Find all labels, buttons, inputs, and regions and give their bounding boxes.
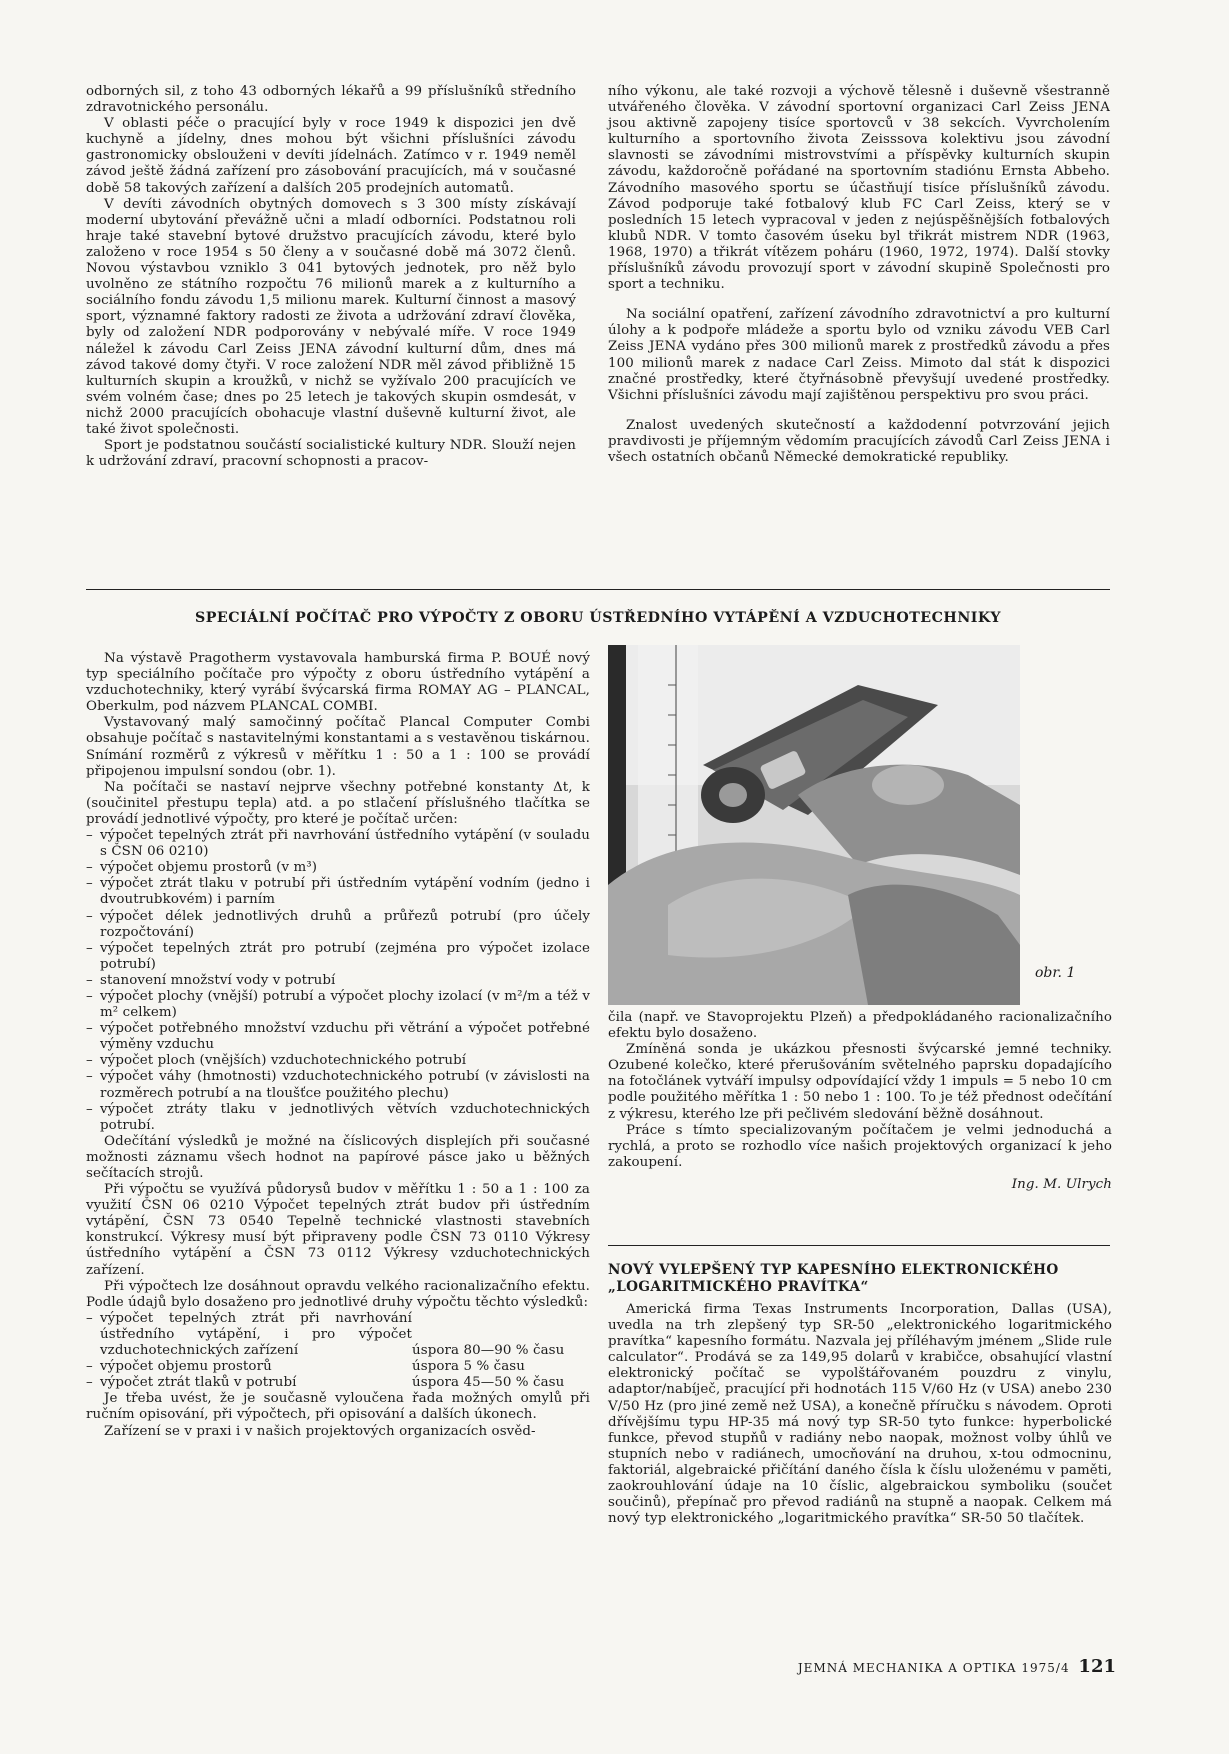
top-left-column [86,84,576,470]
paragraph: Znalost uvedených skutečností a každodenní potvrzování jejich pravdivosti je příjemným vědomím pracujících závodů Carl Zeiss JENA i všech ostatních občanů Německé demokratické republiky. [608,417,1110,465]
article1-right-column [608,1010,1112,1193]
article-title: SPECIÁLNÍ POČÍTAČ PRO VÝPOČTY Z OBORU ÚSTŘEDNÍHO VYTÁPĚNÍ A VZDUCHOTECHNIKY [195,610,1001,626]
list-item: – výpočet ztrát tlaku v potrubí při ústředním vytápění vodním (jedno i dvoutrubkovém) i parním [86,876,590,908]
list-item: – výpočet délek jednotlivých druhů a průřezů potrubí (pro účely rozpočtování) [86,909,590,941]
paragraph: V oblasti péče o pracující byly v roce 1949 k dispozici jen dvě kuchyně a jídelny, dnes mohou být všichni příslušníci závodu gastronomicky obslouženi v devíti jídelnách. Zatímco v r. 1949 neměl závod ještě žádná zařízení pro zásobování pracujících, má v současné době 58 takových zařízení a dalších 205 prodejních automatů. [86,116,576,196]
probe-photo-image [608,645,1020,1005]
list-item: – výpočet ploch (vnějších) vzduchotechnického potrubí [86,1053,590,1069]
paragraph: V devíti závodních obytných domovech s 3 300 místy získávají moderní ubytování převážně učni a mladí odborníci. Podstatnou roli hraje také stavební bytové družstvo pracujících závodu, které bylo založeno v roce 1954 s 50 členy a v současné době má 3072 členů. Novou výstavbou vzniklo 3 041 bytových jednotek, pro něž bylo uvolněno ze státního rozpočtu 76 milionů marek a z kulturního a sociálního fondu závodu 1,5 milionu marek. Kulturní činnost a masový sport, významné faktory radosti ze života a udržování zdraví člověka, byly od založení NDR podporovány v nebývalé míře. V roce 1949 náležel k závodu Carl Zeiss JENA závodní kulturní dům, dnes má závod takové domy čtyři. V roce založení NDR měl závod přibližně 15 kulturních skupin a kroužků, v nichž se vyžívalo 200 pracujících ve svém volném čase; dnes po 25 letech je takových skupin osmdesát, v nichž 2000 pracujících obohacuje vlastní duševně kulturní život, ale také život společnosti. [86,196,576,437]
list-item: – výpočet ztráty tlaku v jednotlivých větvích vzduchotechnických potrubí. [86,1102,590,1134]
paragraph: Vystavovaný malý samočinný počítač Plancal Computer Combi obsahuje počítač s nastavitelnými konstantami a s vestavěnou tiskárnou. Snímání rozměrů z výkresů v měřítku 1 : 50 a 1 : 100 se provádí připojenou impulsní sondou (obr. 1). [86,715,590,779]
paragraph: Na výstavě Pragotherm vystavovala hamburská firma P. BOUÉ nový typ speciálního počítače pro výpočty z oboru ústředního vytápění a vzduchotechniky, který vyrábí švýcarská firma ROMAY AG – PLANCAL, Oberkulm, pod názvem PLANCAL COMBI. [86,651,590,715]
title-line: „LOGARITMICKÉHO PRAVÍTKA“ [608,1279,869,1295]
savings-item [86,1311,590,1359]
paragraph: Práce s tímto specializovaným počítačem je velmi jednoduchá a rychlá, a proto se rozhodlo více našich projektových organizací k jeho zakoupení. [608,1122,1112,1170]
paragraph: čila (např. ve Stavoprojektu Plzeň) a předpokládaného racionalizačního efektu bylo dosaženo. [608,1010,1112,1042]
savings-item [86,1375,590,1391]
savings-item [86,1359,590,1375]
author-signature: Ing. M. Ulrych [1011,1176,1112,1192]
section-divider [608,1245,1110,1246]
journal-name: JEMNÁ MECHANIKA A OPTIKA 1975/4 [797,1661,1070,1675]
list-item: – výpočet tepelných ztrát pro potrubí (zejména pro výpočet izolace potrubí) [86,941,590,973]
savings-value: úspora 80—90 % času [412,1343,565,1359]
paragraph: Americká firma Texas Instruments Incorporation, Dallas (USA), uvedla na trh zlepšený typ SR-50 „elektronického logaritmického pravítka“ kapesního formátu. Nazvala jej příléhavým jménem „Slide rule calculator“. Prodává se za 149,95 dolarů v krabičce, obsahující vlastní elektronický počítač se vypolštářovaném pouzdru z vinylu, adaptor/nabíječ, pracující při hodnotách 115 V/60 Hz (v USA) anebo 230 V/50 Hz (pro jiné země než USA), a konečně příručku s návodem. Oproti dřívějšímu typu HP-35 má nový typ SR-50 tyto funkce: hyperbolické funkce, převod stupňů v radiány nebo naopak, možnost volby úhlů ve stupních nebo v radiánech, umocňování na druhou, x-tou odmocninu, faktoriál, algebraické přičítání daného čísla k číslu uloženému v paměti, zaokrouhlování údaje na 10 číslic, algebraickou symboliku (součet součinů), přepínač pro převod radiánů na stupně a naopak. Celkem má nový typ elektronického „logaritmického pravítka“ SR-50 50 tlačítek. [608,1302,1112,1527]
article1-left-column [86,651,590,1440]
article2-column [608,1302,1112,1527]
list-item: – výpočet tepelných ztrát při navrhování ústředního vytápění (v souladu s ČSN 06 0210) [86,828,590,860]
paragraph: Zmíněná sonda je ukázkou přesnosti švýcarské jemné techniky. Ozubené kolečko, které přerušováním světelného paprsku dopadajícího na fotočlánek vytváří impulsy odpovídající vždy 1 impuls = 5 nebo 10 cm podle použitého měřítka 1 : 50 nebo 1 : 100. To je též přednost odečítání z výkresu, kterého lze při pečlivém sledování běžně dosáhnout. [608,1042,1112,1122]
savings-label: – výpočet tepelných ztrát při navrhování ústředního vytápění, i pro výpočet vzduchotechnických zařízení [100,1310,412,1359]
savings-label: – výpočet ztrát tlaků v potrubí [100,1375,297,1391]
paragraph: Odečítání výsledků je možné na číslicových displejích při současné možnosti záznamu všech hodnot na papírové pásce jako u běžných sečítacích strojů. [86,1133,590,1181]
paragraph: Při výpočtech lze dosáhnout opravdu velkého racionalizačního efektu. Podle údajů bylo dosaženo pro jednotlivé druhy výpočtu těchto výsledků: [86,1278,590,1310]
savings-value: úspora 5 % času [412,1359,526,1375]
section-divider [86,589,1110,590]
savings-value: úspora 45—50 % času [412,1375,565,1391]
list-item: – výpočet plochy (vnější) potrubí a výpočet plochy izolací (v m²/m a též v m² celkem) [86,989,590,1021]
page-footer [760,1656,1116,1677]
savings-label: – výpočet objemu prostorů [100,1359,272,1375]
list-item: – výpočet váhy (hmotnosti) vzduchotechnického potrubí (v závislosti na rozměrech potrubí a na tloušťce použitého plechu) [86,1069,590,1101]
calculation-list [86,828,590,1134]
title-line: NOVÝ VYLEPŠENÝ TYP KAPESNÍHO ELEKTRONICKÉHO [608,1262,1059,1278]
article-title [608,1262,1110,1296]
savings-list [86,1311,590,1391]
top-right-column [608,84,1110,466]
list-item: – výpočet potřebného množství vzduchu při větrání a výpočet potřebné výměny vzduchu [86,1021,590,1053]
paragraph: Při výpočtu se využívá půdorysů budov v měřítku 1 : 50 a 1 : 100 za využití ČSN 06 0210 Výpočet tepelných ztrát budov při ústředním vytápění, ČSN 73 0540 Tepelně technické vlastnosti stavebních konstrukcí. Výkresy musí být připraveny podle ČSN 73 0110 Výkresy ústředního vytápění a ČSN 73 0112 Výkresy vzduchotechnických zařízení. [86,1182,590,1278]
paragraph: Na počítači se nastaví nejprve všechny potřebné konstanty Δt, k (součinitel přestupu tepla) atd. a po stlačení příslušného tlačítka se provádí jednotlivé výpočty, pro které je počítač určen: [86,779,590,827]
paragraph: odborných sil, z toho 43 odborných lékařů a 99 příslušníků středního zdravotnického personálu. [86,84,576,116]
paragraph: Zařízení se v praxi i v našich projektových organizacích osvěd- [104,1423,536,1439]
paragraph: ního výkonu, ale také rozvoji a výchově tělesně i duševně všestranně utvářeného člověka. V závodní sportovní organizaci Carl Zeiss JENA jsou aktivně zapojeny tisíce sportovců v 38 sekcích. Vyvrcholením kulturního a sportovního života Zeisssova kolektivu jsou závodní slavnosti se závodními mistrovstvími a příspěvky kulturních skupin závodu, každoročně pořádané na sportovním stadiónu Ernsta Abbeho. Závodního masového sportu se účastňují tisíce příslušníků závodu. Závod podporuje také fotbalový klub FC Carl Zeiss, který se v posledních 15 letech vypracoval v jeden z nejúspěšnějších fotbalových klubů NDR. V tomto časovém úseku byl třikrát mistrem NDR (1963, 1968, 1970) a třikrát vítězem poháru (1960, 1972, 1974). Další stovky příslušníků závodu provozují sport v závodní skupině Společnosti pro sport a techniku. [608,84,1110,293]
figure-label: obr. 1 [1035,965,1076,981]
list-item: – stanovení množství vody v potrubí [86,973,590,989]
paragraph: Je třeba uvést, že je současně vyloučena řada možných omylů při ručním opisování, při výpočtech, při opisování a dalších úkonech. [86,1391,590,1423]
page-number: 121 [1078,1656,1116,1677]
probe-photo [608,645,1020,1005]
paragraph: Sport je podstatnou součástí socialistické kultury NDR. Slouží nejen k udržování zdraví, pracovní schopnosti a pracov- [86,438,576,470]
paragraph: Na sociální opatření, zařízení závodního zdravotnictví a pro kulturní úlohy a k podpoře mládeže a sportu bylo od vzniku závodu VEB Carl Zeiss JENA vydáno přes 300 milionů marek z prostředků závodu a přes 100 milionů marek z nadace Carl Zeiss. Mimoto dal stát k dispozici značné prostředky, které čtyřnásobně převyšují uvedené prostředky. Všichni příslušníci závodu mají zajištěnou perspektivu pro svou práci. [608,307,1110,403]
list-item: – výpočet objemu prostorů (v m³) [86,860,590,876]
